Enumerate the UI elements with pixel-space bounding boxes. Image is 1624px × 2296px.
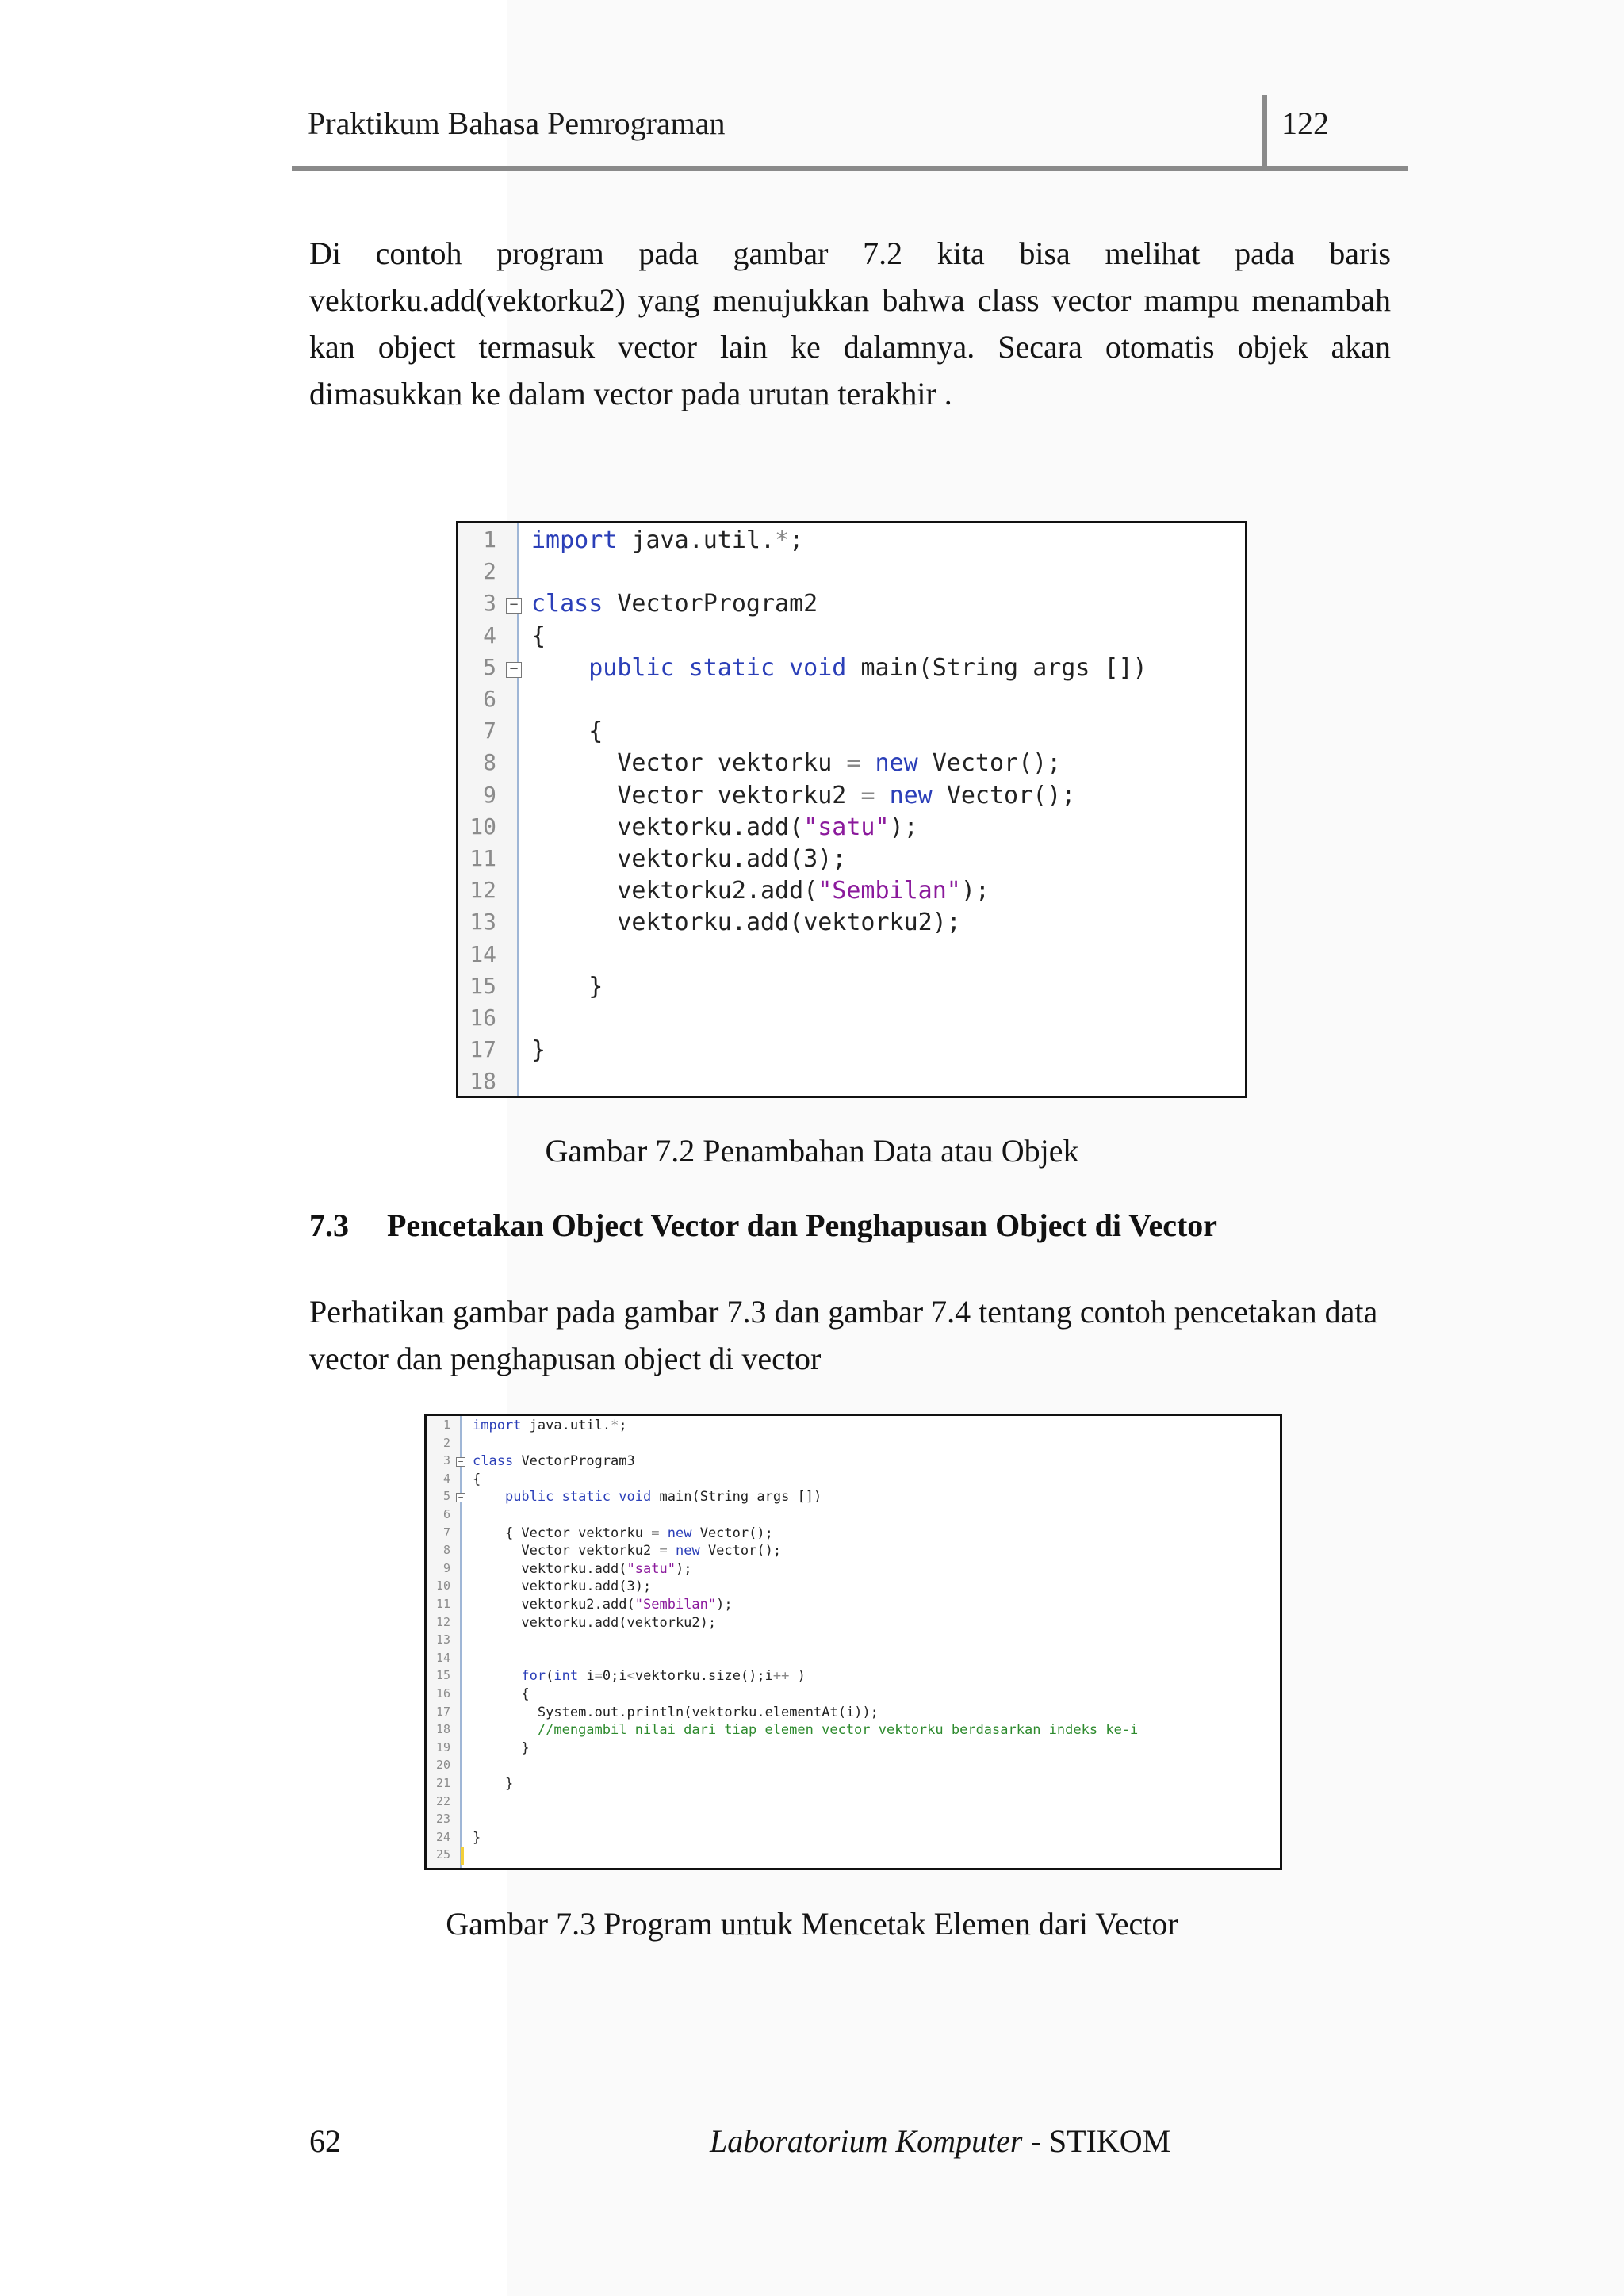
line-number: 12 xyxy=(469,877,496,904)
fold-collapse-icon[interactable]: − xyxy=(506,598,522,614)
code-line: //mengambil nilai dari tiap elemen vector vektorku berdasarkan indeks ke-i xyxy=(537,1722,1139,1739)
running-header-page-number: 122 xyxy=(1281,105,1329,141)
line-number: 14 xyxy=(435,1650,450,1665)
code-line: { Vector vektorku = new Vector(); xyxy=(473,1525,773,1541)
paragraph-vector-add: Di contoh program pada gambar 7.2 kita bisa melihat pada baris vektorku.add(vektorku2) yang menujukkan bahwa class vector mampu menambah kan object termasuk vector lain ke dalamnya. Secara otomatis objek akan dimasukkan ke dalam vector pada urutan terakhir . xyxy=(309,235,1391,411)
line-number: 6 xyxy=(483,686,496,712)
code-line: } xyxy=(473,1776,514,1792)
line-number: 15 xyxy=(469,972,496,999)
footer-lab-rest: - STIKOM xyxy=(1022,2123,1171,2159)
code-line: vektorku.add(3); xyxy=(521,1578,652,1595)
line-number: 4 xyxy=(483,622,496,649)
line-number: 1 xyxy=(483,526,496,553)
line-number: 4 xyxy=(442,1471,450,1486)
code-line: import java.util.*; xyxy=(473,1418,627,1433)
code-line: { xyxy=(531,622,546,650)
line-number: 10 xyxy=(435,1578,450,1594)
line-number: 3 xyxy=(442,1453,450,1468)
change-marker xyxy=(461,1847,464,1865)
line-number: 11 xyxy=(435,1597,450,1611)
line-number: 12 xyxy=(435,1614,450,1629)
code-figure-vectorprogram3 xyxy=(424,1414,1282,1870)
code-figure-vectorprogram2 xyxy=(456,521,1247,1098)
running-header-title: Praktikum Bahasa Pemrograman xyxy=(308,105,726,141)
line-number: 5 xyxy=(442,1489,450,1504)
code-line: { xyxy=(531,718,603,746)
line-number: 9 xyxy=(483,781,496,808)
line-number: 16 xyxy=(469,1004,496,1031)
fold-collapse-icon[interactable]: − xyxy=(506,662,522,678)
line-number: 11 xyxy=(469,845,496,871)
line-number: 7 xyxy=(442,1525,450,1540)
line-number: 16 xyxy=(435,1686,450,1701)
line-number: 17 xyxy=(469,1036,496,1063)
code-line: public static void main(String args []) xyxy=(504,1489,822,1506)
header-rule xyxy=(292,166,1408,171)
line-number: 13 xyxy=(469,909,496,936)
figure-caption-7-3: Gambar 7.3 Program untuk Mencetak Elemen dari Vector xyxy=(446,1906,1178,1942)
line-number: 8 xyxy=(483,749,496,776)
code-line: vektorku.add(3); xyxy=(617,845,847,873)
line-number: 24 xyxy=(435,1829,450,1844)
line-number: 18 xyxy=(435,1722,450,1737)
line-number: 21 xyxy=(435,1776,450,1790)
line-number: 19 xyxy=(435,1739,450,1755)
line-number: 15 xyxy=(435,1668,450,1683)
figure-caption-7-2: Gambar 7.2 Penambahan Data atau Objek xyxy=(545,1133,1079,1169)
line-number: 22 xyxy=(435,1793,450,1808)
line-number: 9 xyxy=(442,1560,450,1575)
code-line: class VectorProgram2 xyxy=(531,590,818,618)
code-line: { xyxy=(473,1471,481,1487)
code-line: vektorku.add("satu"); xyxy=(617,813,918,841)
code-line: vektorku.add(vektorku2); xyxy=(521,1614,717,1631)
header-divider xyxy=(1262,95,1267,168)
code-line: System.out.println(vektorku.elementAt(i)); xyxy=(537,1704,879,1720)
code-line: vektorku2.add("Sembilan"); xyxy=(521,1597,733,1613)
code-line: } xyxy=(531,1036,546,1065)
code-line: for(int i=0;i<vektorku.size();i++ ) xyxy=(521,1668,806,1685)
fold-collapse-icon[interactable]: − xyxy=(456,1493,465,1502)
line-number: 18 xyxy=(469,1068,496,1095)
line-number: 17 xyxy=(435,1704,450,1719)
line-number: 7 xyxy=(483,718,496,744)
code-line: import java.util.*; xyxy=(531,526,804,554)
line-number: 1 xyxy=(442,1418,450,1432)
code-line: public static void main(String args []) xyxy=(588,653,1147,682)
line-number: 2 xyxy=(442,1435,450,1450)
paragraph-figure-reference: Perhatikan gambar pada gambar 7.3 dan gambar 7.4 tentang contoh pencetakan data vector dan penghapusan object di vector xyxy=(309,1294,1378,1376)
gutter-border xyxy=(460,1416,462,1868)
line-number: 10 xyxy=(469,813,496,840)
code-line: } xyxy=(531,972,603,1001)
line-number: 2 xyxy=(483,558,496,585)
line-number: 6 xyxy=(442,1507,450,1521)
line-number: 23 xyxy=(435,1812,450,1827)
line-number: 3 xyxy=(483,590,496,617)
footer-lab-name xyxy=(710,2122,1170,2160)
code-line: vektorku.add(vektorku2); xyxy=(617,909,961,937)
line-number: 20 xyxy=(435,1758,450,1773)
line-number: 13 xyxy=(435,1632,450,1647)
code-line: } xyxy=(473,1829,481,1846)
code-line: vektorku.add("satu"); xyxy=(521,1560,692,1577)
footer-lab-italic: Laboratorium Komputer xyxy=(710,2123,1023,2159)
line-number: 8 xyxy=(442,1543,450,1558)
section-number: 7.3 xyxy=(309,1207,349,1243)
code-line: Vector vektorku2 = new Vector(); xyxy=(617,781,1076,809)
code-line: Vector vektorku2 = new Vector(); xyxy=(521,1543,782,1559)
code-line: Vector vektorku = new Vector(); xyxy=(617,749,1062,778)
line-number: 5 xyxy=(483,653,496,680)
code-line: class VectorProgram3 xyxy=(473,1453,635,1470)
section-title: Pencetakan Object Vector dan Penghapusan Object di Vector xyxy=(387,1207,1218,1243)
footer-page-number: 62 xyxy=(309,2123,341,2159)
code-line: { xyxy=(473,1686,530,1702)
line-number: 25 xyxy=(435,1847,450,1862)
line-number: 14 xyxy=(469,940,496,967)
fold-collapse-icon[interactable]: − xyxy=(456,1457,465,1467)
code-line: vektorku2.add("Sembilan"); xyxy=(617,877,990,905)
code-line: } xyxy=(473,1739,530,1756)
